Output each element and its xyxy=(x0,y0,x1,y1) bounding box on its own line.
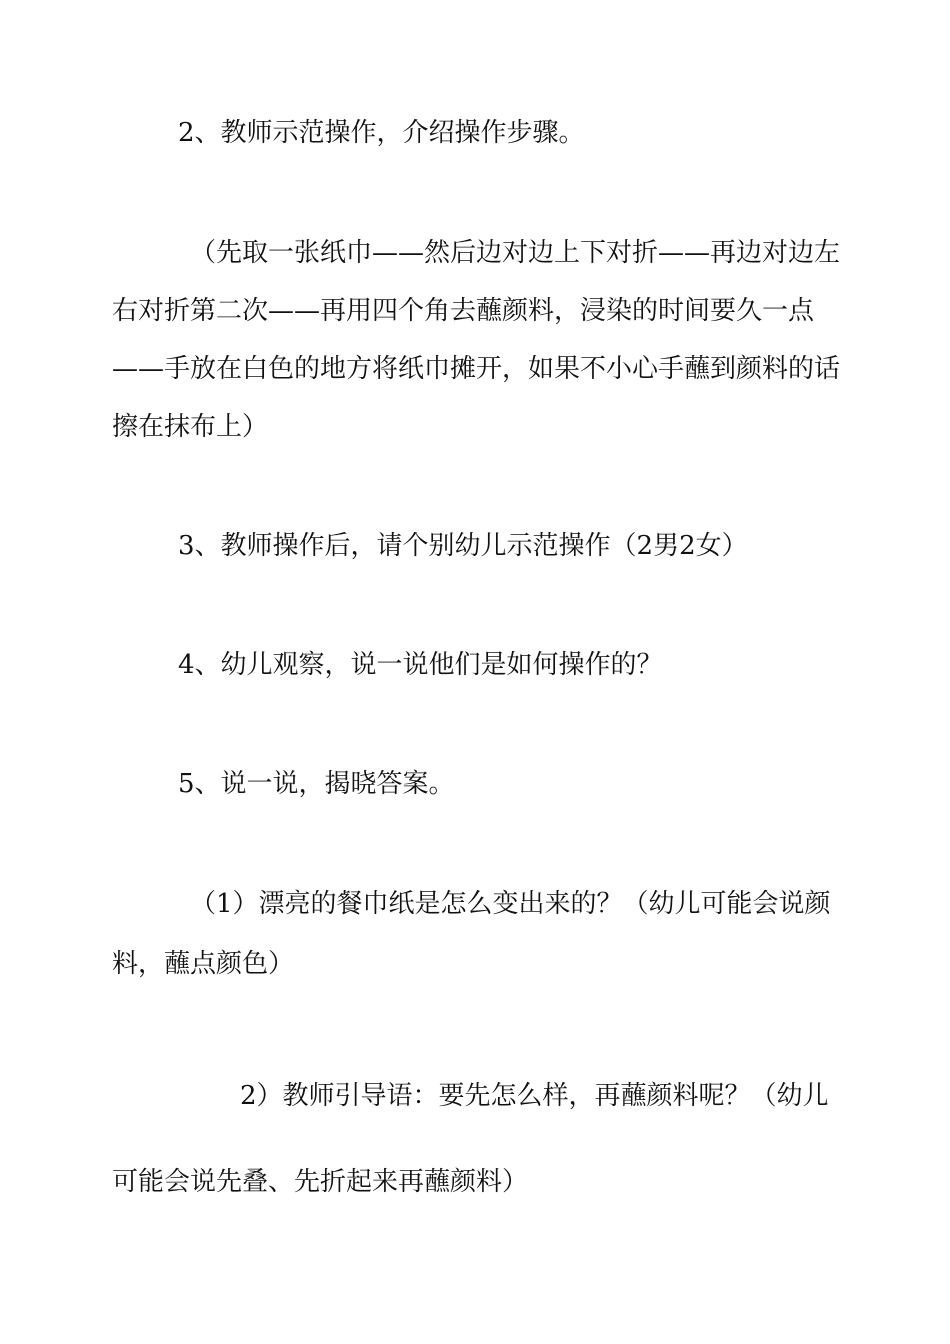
paragraph-question-2: 2）教师引导语：要先怎么样，再蘸颜料呢？（幼儿可能会说先叠、先折起来再蘸颜料） xyxy=(112,1081,829,1197)
paragraph-step-3: 3、教师操作后，请个别幼儿示范操作（2男2女） xyxy=(178,531,748,561)
paragraph-question-1: （1）漂亮的餐巾纸是怎么变出来的？（幼儿可能会说颜料，蘸点颜色） xyxy=(112,889,831,979)
paragraph-step-5: 5、说一说，揭晓答案。 xyxy=(178,769,455,799)
paragraph-step-2: 2、教师示范操作，介绍操作步骤。 xyxy=(178,118,585,148)
paragraph-procedure: （先取一张纸巾——然后边对边上下对折——再边对边左右对折第二次——再用四个角去蘸颜料，浸染的时间要久一点——手放在白色的地方将纸巾摊开，如果不小心手蘸到颜料的话擦在抹布上） xyxy=(112,238,841,442)
paragraph-step-4: 4、幼儿观察，说一说他们是如何操作的？ xyxy=(178,650,663,680)
